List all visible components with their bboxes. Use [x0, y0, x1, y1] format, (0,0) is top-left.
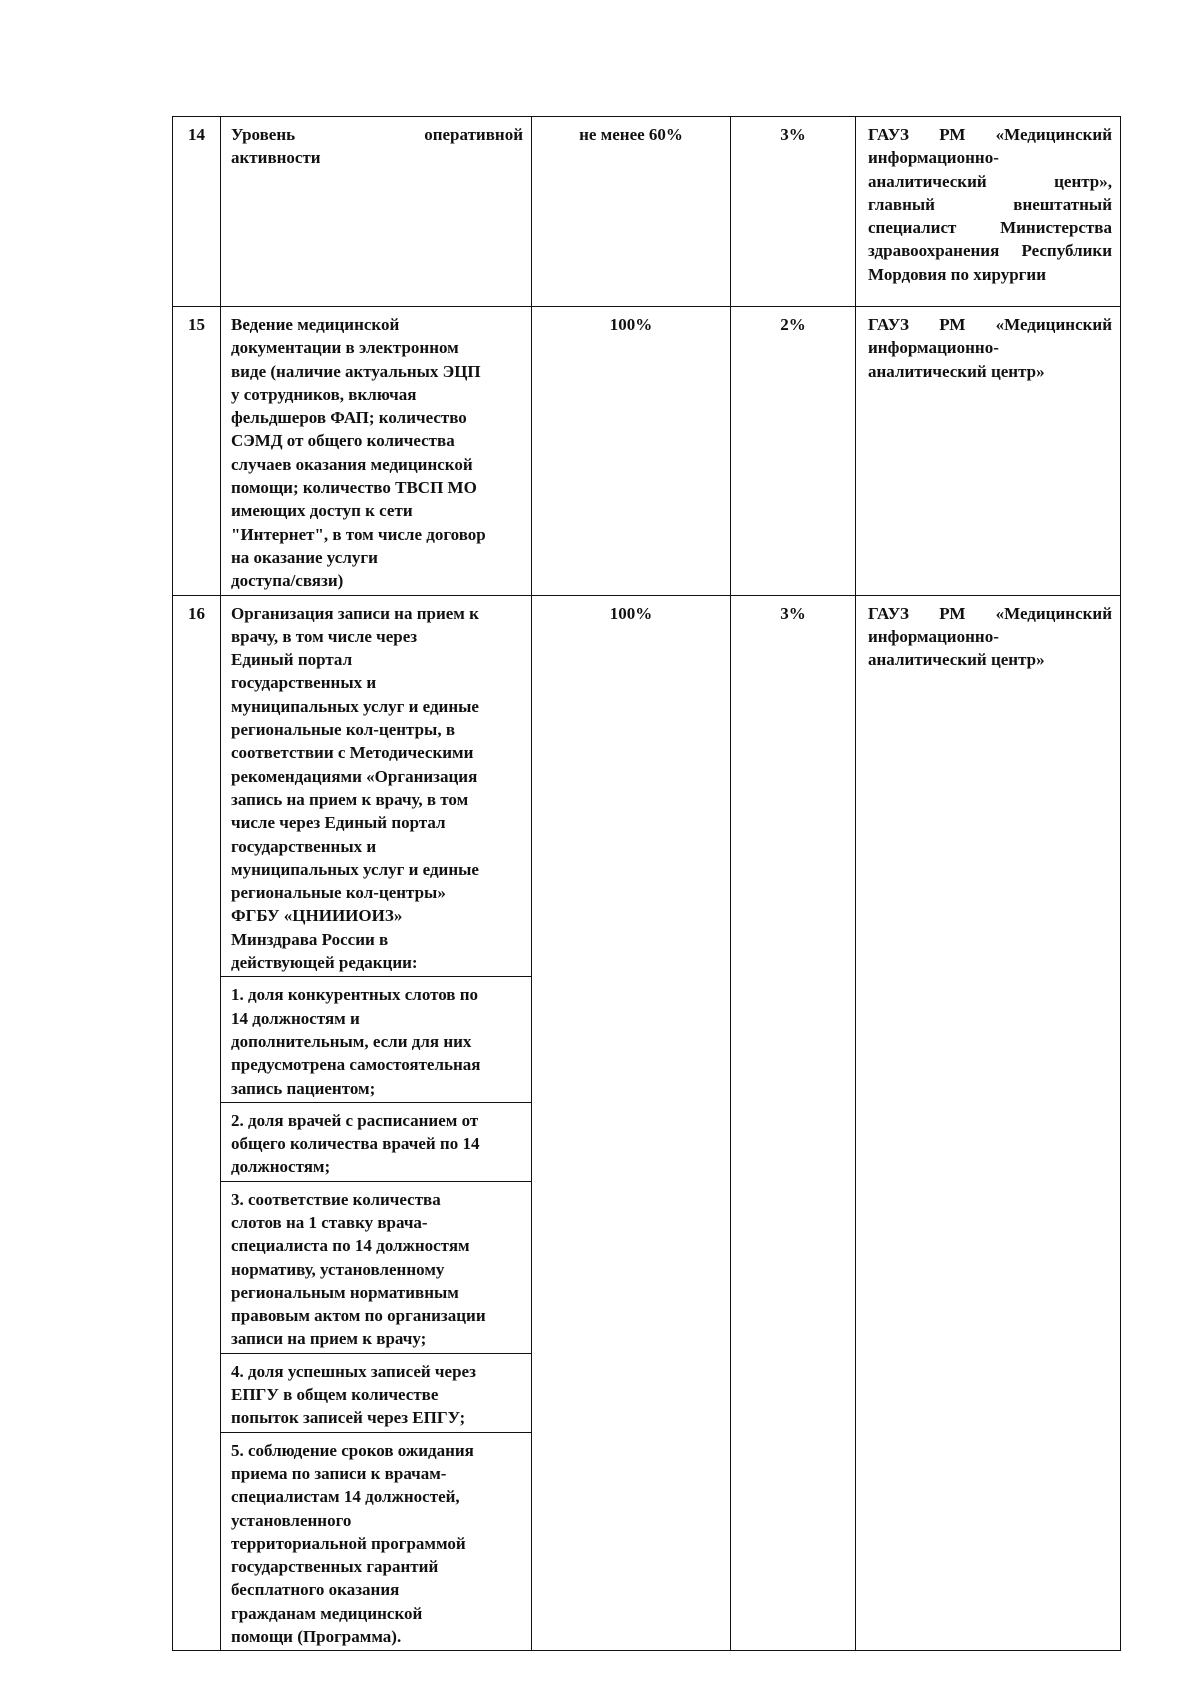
indicator-name-part: активности: [231, 148, 321, 168]
table-row: [173, 307, 1121, 596]
indicator-name: [221, 117, 532, 307]
weight-value: 3%: [731, 595, 856, 1651]
indicator-name-part: Уровень: [231, 125, 296, 144]
row-number: 16: [173, 595, 221, 1651]
sub-indicator: 5. соблюдение сроков ожидания приема по записи к врачам- специалистам 14 должностей, установленного территориальной программой государственных гарантий бесплатного оказания гражданам медицинской помощи (Программа).: [221, 1432, 531, 1651]
responsible-org: ГАУЗ РМ «Медицинский информационно-аналитический центр»: [856, 307, 1121, 596]
sub-indicator: 2. доля врачей с расписанием от общего количества врачей по 14 должностям;: [221, 1102, 531, 1181]
sub-indicator: 4. доля успешных записей через ЕПГУ в общем количестве попыток записей через ЕПГУ;: [221, 1353, 531, 1432]
table-row: [173, 117, 1121, 307]
weight-value: 2%: [731, 307, 856, 596]
sub-indicator: 3. соответствие количества слотов на 1 ставку врача- специалиста по 14 должностям нормативу, установленному региональным нормативным правовым актом по организации записи на прием к врачу;: [221, 1181, 531, 1353]
target-value: 100%: [532, 307, 731, 596]
table-row: [173, 595, 1121, 1651]
indicator-name-part: оперативной: [424, 125, 523, 144]
target-value: не менее 60%: [532, 117, 731, 307]
target-value: 100%: [532, 595, 731, 1651]
responsible-org: ГАУЗ РМ «Медицинский информационно-аналитический центр», главный внештатный специалист Министерства здравоохранения Республики Мордовия по хирургии: [856, 117, 1121, 307]
indicators-table: [172, 116, 1121, 1651]
indicator-name: Ведение медицинской документации в электронном виде (наличие актуальных ЭЦП у сотрудников, включая фельдшеров ФАП; количество СЭМД от общего количества случаев оказания медицинской помощи; количество ТВСП МО имеющих доступ к сети "Интернет", в том числе договор на оказание услуги доступа/связи): [221, 307, 532, 596]
indicator-name-main: Организация записи на прием к врачу, в том числе через Единый портал государственных и муниципальных услуг и единые региональные кол-центры, в соответствии с Методическими рекомендациями «Организация запись на прием к врачу, в том числе через Единый портал государственных и муниципальных услуг и единые региональные кол-центры» ФГБУ «ЦНИИИОИЗ» Минздрава России в действующей редакции:: [231, 603, 479, 973]
responsible-org: ГАУЗ РМ «Медицинский информационно-аналитический центр»: [856, 595, 1121, 1651]
weight-value: 3%: [731, 117, 856, 307]
row-number: 14: [173, 117, 221, 307]
sub-indicator: 1. доля конкурентных слотов по 14 должностям и дополнительным, если для них предусмотрена самостоятельная запись пациентом;: [221, 976, 531, 1101]
row-number: 15: [173, 307, 221, 596]
indicator-name: [221, 595, 532, 1651]
